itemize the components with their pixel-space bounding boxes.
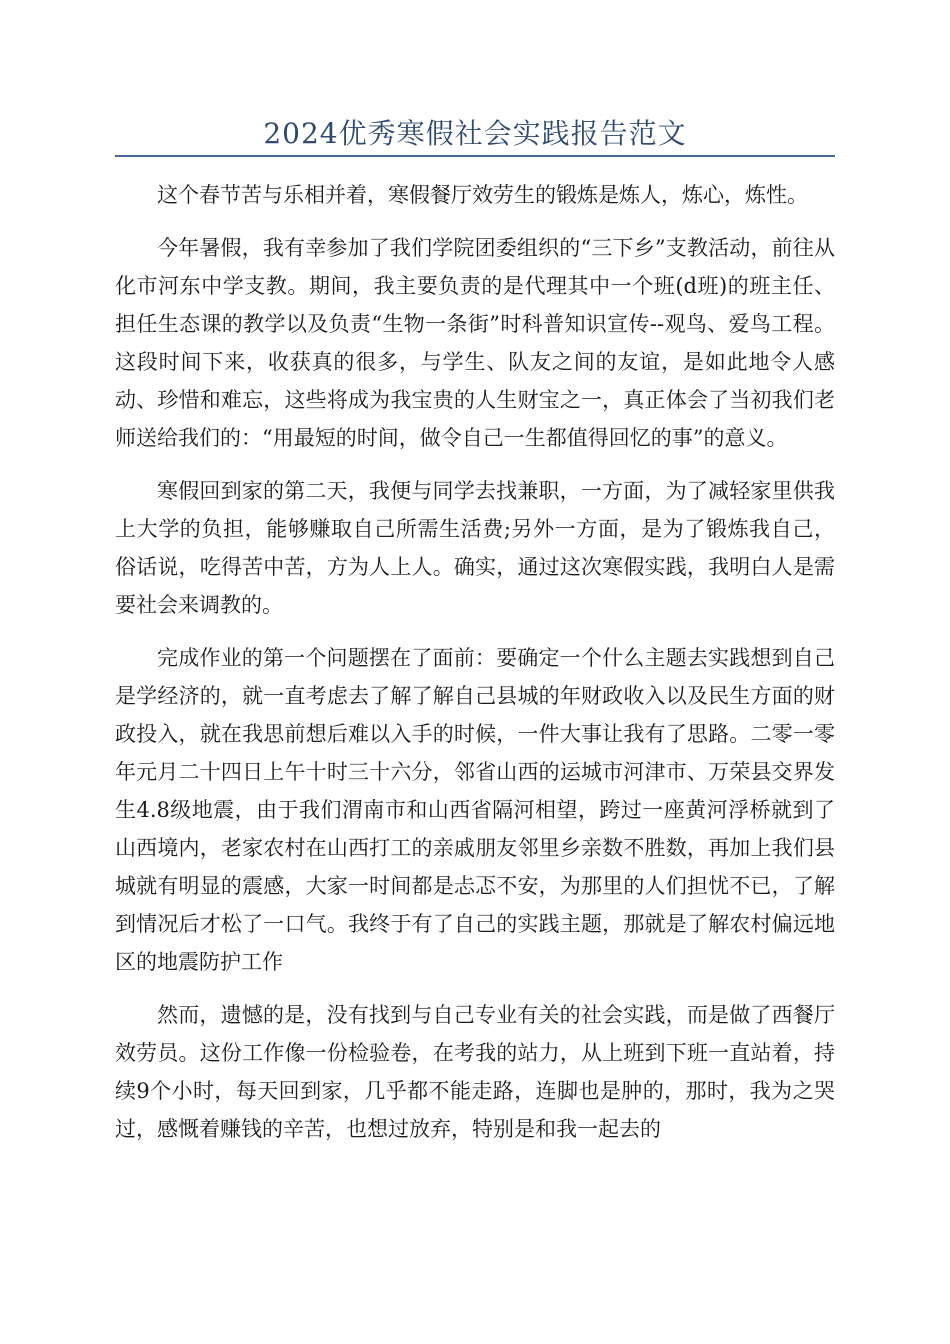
- paragraph-2: 今年暑假，我有幸参加了我们学院团委组织的“三下乡”支教活动，前往从化市河东中学支教。期间，我主要负责的是代理其中一个班(d班)的班主任、担任生态课的教学以及负责“生物一条街”时科普知识宣传--观鸟、爱鸟工程。这段时间下来，收获真的很多，与学生、队友之间的友谊，是如此地令人感动、珍惜和难忘，这些将成为我宝贵的人生财宝之一，真正体会了当初我们老师送给我们的：“用最短的时间，做令自己一生都值得回忆的事”的意义。: [115, 236, 835, 450]
- paragraph-3: 寒假回到家的第二天，我便与同学去找兼职，一方面，为了减轻家里供我上大学的负担，能够赚取自己所需生活费;另外一方面，是为了锻炼我自己，俗话说，吃得苦中苦，方为人上人。确实，通过这次寒假实践，我明白人是需要社会来调教的。: [115, 479, 835, 617]
- paragraph-5: 然而，遗憾的是，没有找到与自己专业有关的社会实践，而是做了西餐厅效劳员。这份工作像一份检验卷，在考我的站力，从上班到下班一直站着，持续9个小时，每天回到家，几乎都不能走路，连脚也是肿的，那时，我为之哭过，感慨着赚钱的辛苦，也想过放弃，特别是和我一起去的: [115, 1003, 835, 1141]
- paragraph-4: 完成作业的第一个问题摆在了面前：要确定一个什么主题去实践想到自己是学经济的，就一直考虑去了解了解自己县城的年财政收入以及民生方面的财政投入，就在我思前想后难以入手的时候，一件大事让我有了思路。二零一零年元月二十四日上午十时三十六分，邻省山西的运城市河津市、万荣县交界发生4.8级地震，由于我们渭南市和山西省隔河相望，跨过一座黄河浮桥就到了山西境内，老家农村在山西打工的亲戚朋友邻里乡亲数不胜数，再加上我们县城就有明显的震感，大家一时间都是忐忑不安，为那里的人们担忧不已，了解到情况后才松了一口气。我终于有了自己的实践主题，那就是了解农村偏远地区的地震防护工作: [115, 646, 835, 974]
- title-underline: [115, 155, 835, 157]
- document-body: [115, 176, 835, 1163]
- page-title: 2024优秀寒假社会实践报告范文: [263, 117, 687, 150]
- paragraph-1: 这个春节苦与乐相并着，寒假餐厅效劳生的锻炼是炼人，炼心，炼性。: [157, 183, 808, 207]
